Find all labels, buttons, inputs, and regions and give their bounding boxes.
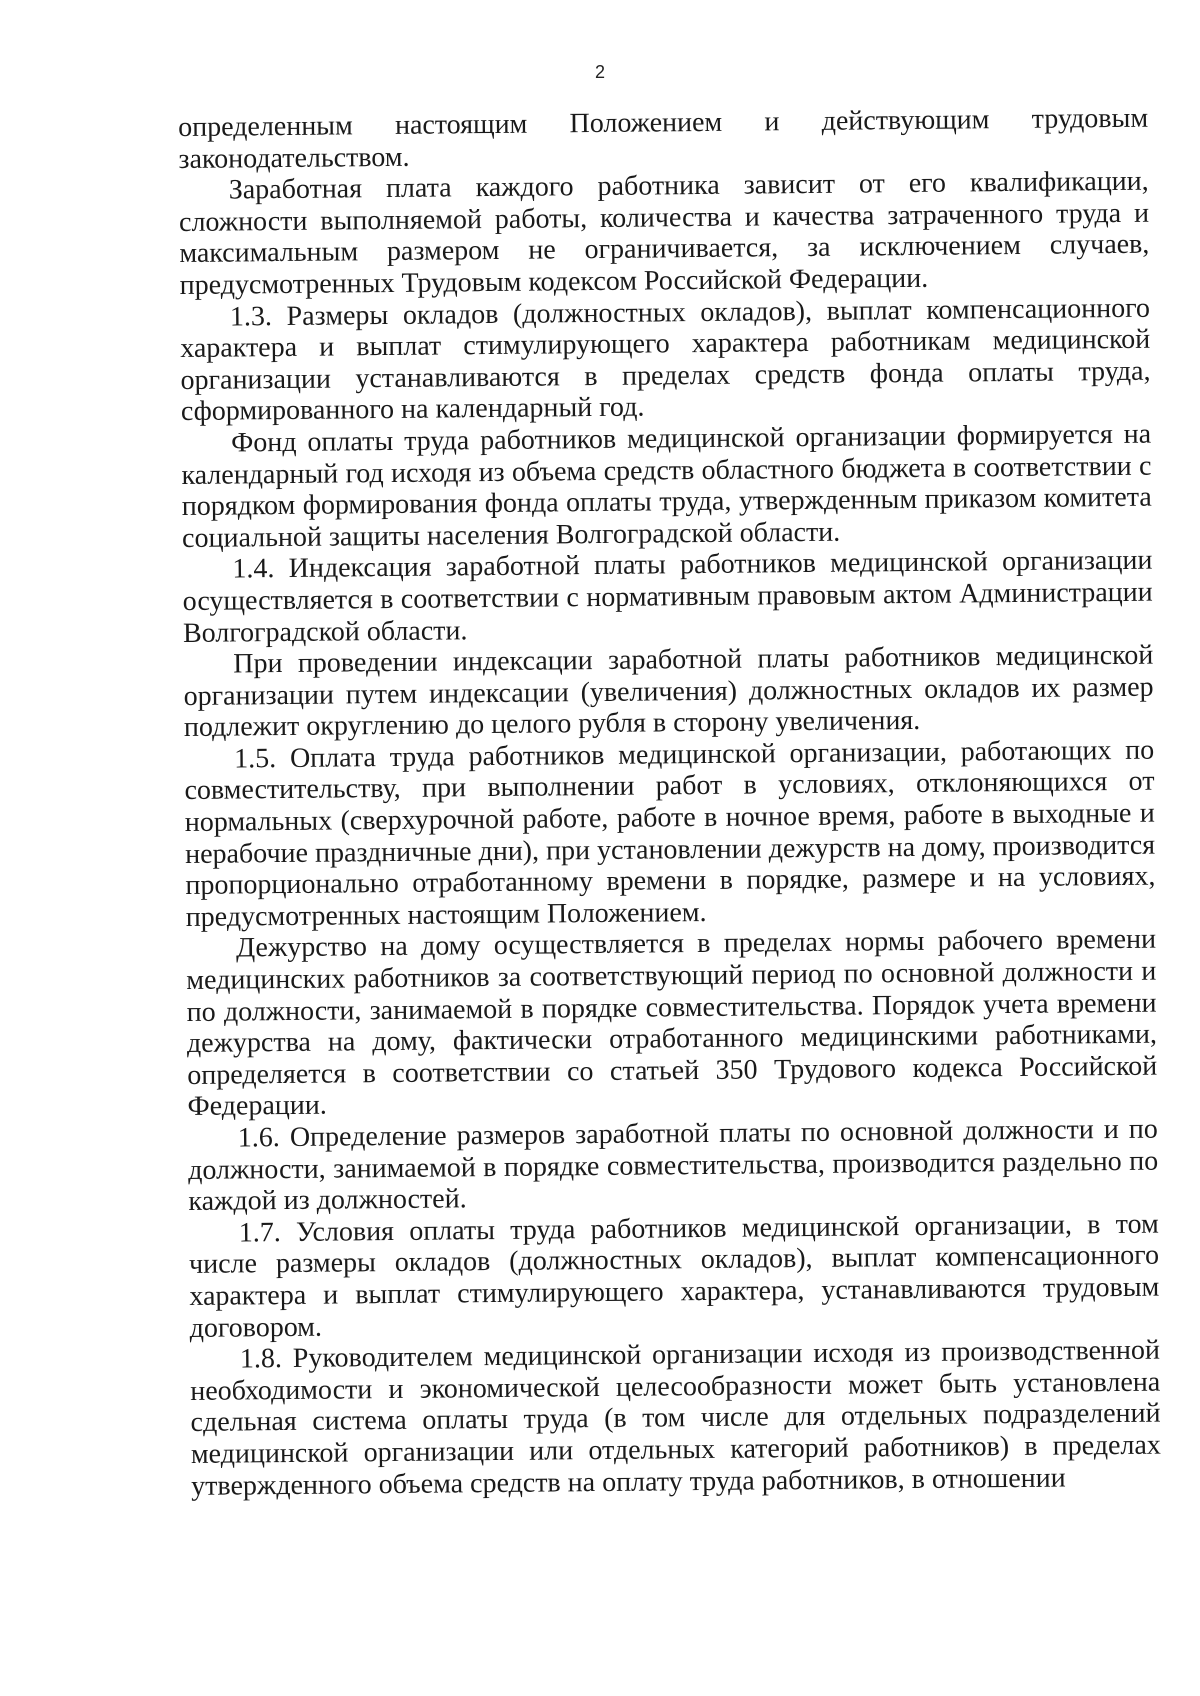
paragraph-continuation: определенным настоящим Положением и действующим трудовым законодательством. bbox=[178, 102, 1149, 175]
paragraph-home-duty: Дежурство на дому осуществляется в пределах нормы рабочего времени медицинских работников за соответствующий период по основной должности и по должности, занимаемой в порядке совместительства. Порядок учета времени дежурства на дому, фактически отработанного медицинскими работниками, определяется в соответствии со статьей 350 Трудового кодекса Российской Федерации. bbox=[186, 924, 1158, 1123]
paragraph-1-3: 1.3. Размеры окладов (должностных окладов), выплат компенсационного характера и выплат стимулирующего характера работникам медицинской организации устанавливаются в пределах средств фонда оплаты труда, сформированного на календарный год. bbox=[180, 292, 1151, 428]
paragraph-1-7: 1.7. Условия оплаты труда работников медицинской организации, в том числе размеры окладов (должностных окладов), выплат компенсационного характера и выплат стимулирующего характера, устанавливаются трудовым договором. bbox=[188, 1208, 1160, 1344]
paragraph-1-6: 1.6. Определение размеров заработной платы по основной должности и по должности, занимаемой в порядке совместительства, производится раздельно по каждой из должностей. bbox=[188, 1113, 1159, 1218]
paragraph-1-8: 1.8. Руководителем медицинской организации исходя из производственной необходимости и экономической целесообразности может быть установлена сдельная система оплаты труда (в том числе для отдельных подразделений медицинской организации или отдельных категорий работников) в пределах утвержденного объема средств на оплату труда работников, в отношении bbox=[190, 1334, 1161, 1502]
paragraph-salary-dependence: Заработная плата каждого работника зависит от его квалификации, сложности выполняемой работы, количества и качества затраченного труда и максимальным размером не ограничивается, за исключением случаев, предусмотренных Трудовым кодексом Российской Федерации. bbox=[178, 165, 1150, 301]
document-body bbox=[178, 103, 1161, 1502]
paragraph-1-5: 1.5. Оплата труда работников медицинской организации, работающих по совместительству, при выполнении работ в условиях, отклоняющихся от нормальных (сверхурочной работе, работе в ночное время, работе в выходные и нерабочие праздничные дни), при установлении дежурств на дому, производится пропорционально отработанному времени в порядке, размере и на условиях, предусмотренных настоящим Положением. bbox=[184, 734, 1156, 933]
paragraph-1-4: 1.4. Индексация заработной платы работников медицинской организации осуществляется в соответствии с нормативным правовым актом Администрации Волгоградской области. bbox=[182, 544, 1153, 649]
paragraph-indexation-rounding: При проведении индексации заработной платы работников медицинской организации путем индексации (увеличения) должностных окладов их размер подлежит округлению до целого рубля в сторону увеличения. bbox=[183, 639, 1154, 744]
page-number: 2 bbox=[594, 62, 605, 82]
paragraph-wage-fund: Фонд оплаты труда работников медицинской организации формируется на календарный год исходя из объема средств областного бюджета в соответствии с порядком формирования фонда оплаты труда, утвержденным приказом комитета социальной защиты населения Волгоградской области. bbox=[181, 418, 1152, 554]
